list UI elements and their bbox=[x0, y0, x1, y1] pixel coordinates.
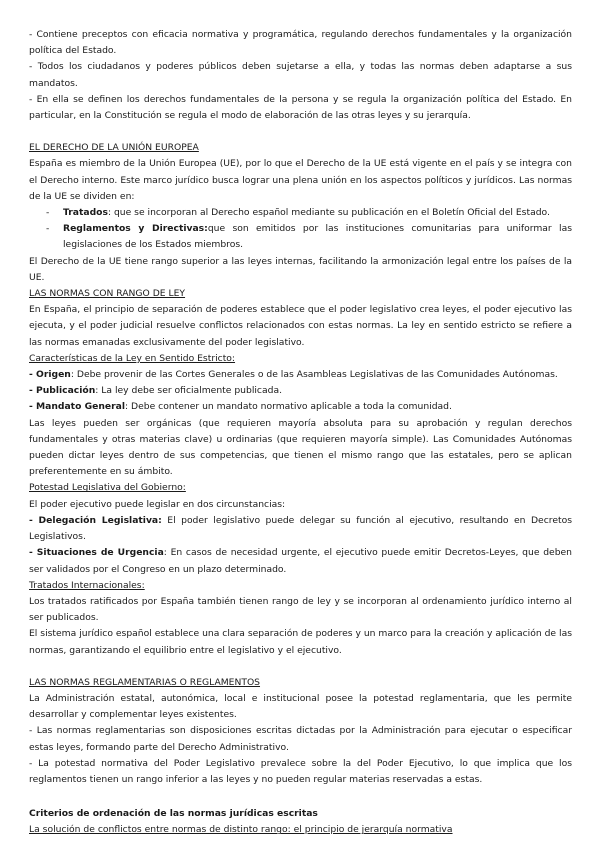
intro-line: - En ella se definen los derechos fundamentales de la persona y se regula la organización política del Estado. En particular, en la Constitución se regula el modo de elaboración de las otras leyes y su jerarquía. bbox=[29, 93, 572, 122]
bullet-dash: - bbox=[46, 223, 50, 235]
list-term: - Situaciones de Urgencia bbox=[29, 547, 164, 559]
list-text: El poder legislativo puede delegar su función al ejecutivo, resultando en Decretos Legislativos. bbox=[29, 514, 572, 543]
bullet-dash: - bbox=[46, 207, 50, 219]
list-text: : La ley debe ser oficialmente publicada. bbox=[95, 385, 282, 397]
reglamentarias-line: - Las normas reglamentarias son disposiciones escritas dictadas por la Administración para ejecutar o especificar estas leyes, formando parte del Derecho Administrativo. bbox=[29, 725, 572, 753]
subheading-caracteristicas: Características de la Ley en Sentido Estricto: bbox=[29, 352, 236, 364]
reglamentarias-line: La Administración estatal, autonómica, local e institucional posee la potestad reglamentaria, que les permite desarrollar y complementar leyes existentes. bbox=[29, 692, 572, 721]
section-heading-ue: EL DERECHO DE LA UNIÓN EUROPEA bbox=[29, 142, 199, 154]
sistema-paragraph: El sistema jurídico español establece una clara separación de poderes y un marco para la creación y aplicación de las normas, garantizando el equilibrio entre el legislativo y el ejecutivo. bbox=[29, 628, 572, 656]
list-term: Tratados bbox=[63, 207, 108, 219]
list-term: - Mandato General bbox=[29, 401, 125, 413]
section-heading-rango-ley: LAS NORMAS CON RANGO DE LEY bbox=[29, 288, 186, 300]
list-item bbox=[29, 205, 572, 221]
list-item bbox=[29, 383, 572, 399]
list-item bbox=[29, 367, 572, 383]
subheading-jerarquia: La solución de conflictos entre normas de distinto rango: el principio de jerarquía normativa bbox=[29, 824, 453, 836]
tratados-paragraph: Los tratados ratificados por España también tienen rango de ley y se incorporan al ordenamiento jurídico interno al ser publicados. bbox=[29, 595, 572, 624]
subheading-potestad: Potestad Legislativa del Gobierno: bbox=[29, 482, 186, 494]
intro-line: - Todos los ciudadanos y poderes públicos deben sujetarse a ella, y todas las normas deben adaptarse a sus mandatos. bbox=[29, 61, 572, 89]
section-heading-criterios: Criterios de ordenación de las normas jurídicas escritas bbox=[29, 808, 318, 820]
list-term: Reglamentos y Directivas: bbox=[63, 223, 208, 235]
list-item bbox=[29, 399, 572, 415]
list-item bbox=[29, 513, 572, 545]
rango-ley-intro: En España, el principio de separación de poderes establece que el poder legislativo crea leyes, el poder ejecutivo las ejecuta, y el poder judicial resuelve conflictos relacionados con estas normas. La ley en sentido estricto se refiere a las normas emanadas exclusivamente del poder legislativo. bbox=[29, 304, 572, 348]
document-page bbox=[29, 27, 572, 839]
intro-line: - Contiene preceptos con eficacia normativa y programática, regulando derechos fundamentales y la organización política del Estado. bbox=[29, 29, 572, 57]
ue-closing: El Derecho de la UE tiene rango superior a las leyes internas, facilitando la armonización legal entre los países de la UE. bbox=[29, 255, 572, 283]
list-text: : En casos de necesidad urgente, el ejecutivo puede emitir Decretos-Leyes, que deben ser validados por el Congreso en un plazo determinado. bbox=[29, 547, 572, 575]
list-item bbox=[29, 221, 572, 253]
list-text: que son emitidos por las instituciones comunitarias para uniformar las legislaciones de los Estados miembros. bbox=[63, 223, 573, 251]
reglamentarias-line: - La potestad normativa del Poder Legislativo prevalece sobre la del Poder Ejecutivo, lo que implica que los reglamentos tienen un rango inferior a las leyes y no pueden regular materias reservadas a estas. bbox=[29, 757, 572, 785]
list-text: : Debe contener un mandato normativo aplicable a toda la comunidad. bbox=[125, 401, 452, 413]
organicas-paragraph: Las leyes pueden ser orgánicas (que requieren mayoría absoluta para su aprobación y regulan derechos fundamentales y otras materias clave) u ordinarias (que requieren mayoría simple). Las Comunidades Autónomas pueden dictar leyes dentro de sus competencias, que tienen el mismo rango que las estatales, pero se aplican preferentemente en su ámbito. bbox=[29, 417, 572, 478]
potestad-intro: El poder ejecutivo puede legislar en dos circunstancias: bbox=[29, 498, 286, 510]
list-item bbox=[29, 545, 572, 577]
list-text: : que se incorporan al Derecho español mediante su publicación en el Boletín Oficial del Estado. bbox=[107, 207, 550, 219]
list-text: : Debe provenir de las Cortes Generales o de las Asambleas Legislativas de las Comunidades Autónomas. bbox=[70, 369, 558, 381]
section-heading-reglamentarias: LAS NORMAS REGLAMENTARIAS O REGLAMENTOS bbox=[29, 676, 261, 688]
subheading-tratados: Tratados Internacionales: bbox=[29, 579, 145, 591]
list-term: - Publicación bbox=[29, 385, 96, 397]
list-term: - Origen bbox=[29, 369, 71, 381]
ue-intro: España es miembro de la Unión Europea (UE), por lo que el Derecho de la UE está vigente en el país y se integra con el Derecho interno. Este marco jurídico busca lograr una plena unión en los aspectos políticos y jurídicos. Las normas de la UE se dividen en: bbox=[29, 158, 572, 202]
list-term: - Delegación Legislativa: bbox=[29, 514, 162, 526]
